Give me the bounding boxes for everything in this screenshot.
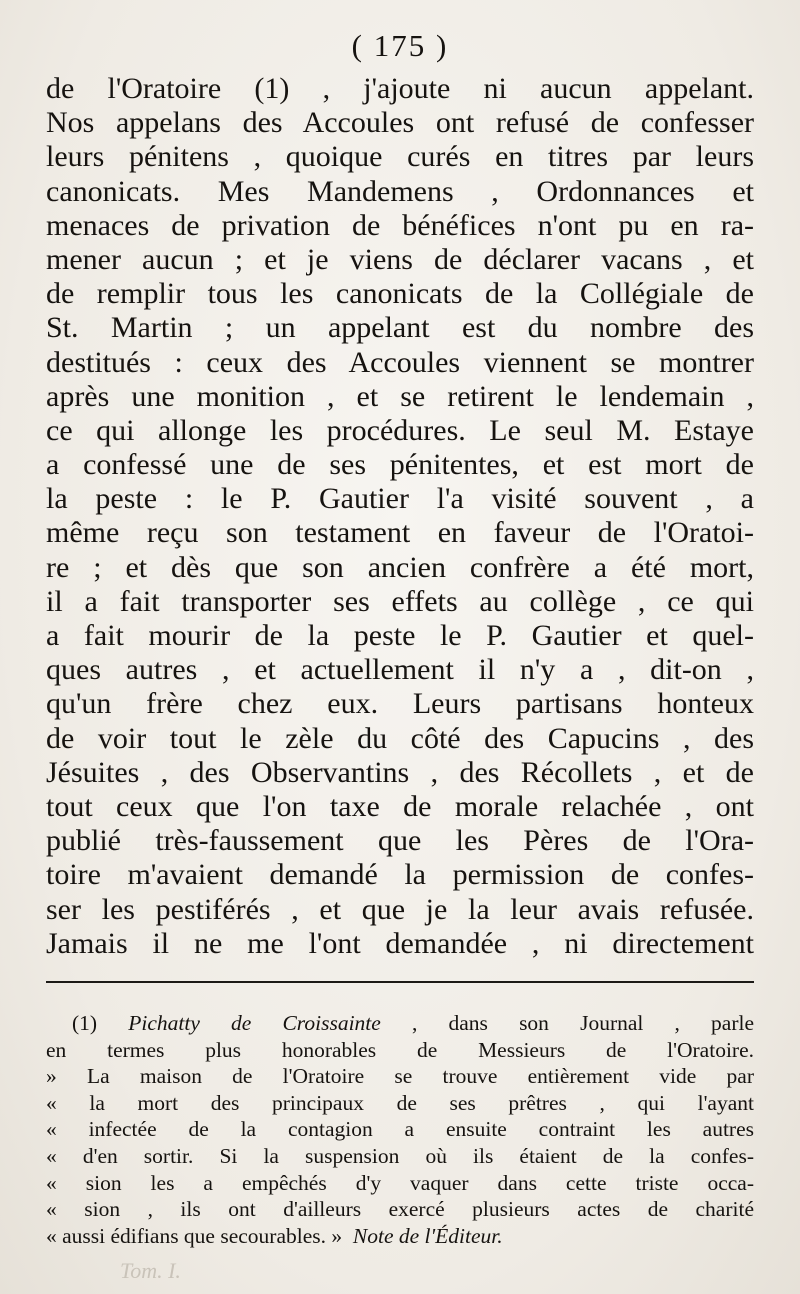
text-line: toire m'avaient demandé la permission de confes- bbox=[46, 858, 754, 892]
showthrough-text: Tom. I. bbox=[120, 1258, 181, 1283]
text-line: a confessé une de ses pénitentes, et est mort de bbox=[46, 448, 754, 482]
footnote-line: « d'en sortir. Si la suspension où ils étaient de la confes- bbox=[46, 1143, 754, 1168]
text-line: ser les pestiférés , et que je la leur avais refusée. bbox=[46, 892, 754, 926]
text-line: de voir tout le zèle du côté des Capucins , des bbox=[46, 721, 754, 755]
text-line: mener aucun ; et je viens de déclarer vacans , et bbox=[46, 242, 754, 276]
footnote-line: « infectée de la contagion a ensuite contraint les autres bbox=[46, 1117, 754, 1142]
text-line: a fait mourir de la peste le P. Gautier et quel- bbox=[46, 619, 754, 652]
footnote-final-text: « aussi édifians que secourables. » bbox=[46, 1223, 343, 1248]
text-line: destitués : ceux des Accoules viennent se montrer bbox=[46, 345, 754, 379]
text-line: menaces de privation de bénéfices n'ont pu en ra- bbox=[46, 208, 754, 242]
footnote-line-rest: , dans son Journal , parle bbox=[411, 1011, 754, 1035]
text-line: qu'un frère chez eux. Leurs partisans honteux bbox=[46, 687, 754, 721]
footnote-line: en termes plus honorables de Messieurs de l'Oratoire. bbox=[46, 1037, 754, 1062]
footnote-line: « sion , ils ont d'ailleurs exercé plusieurs actes de charité bbox=[46, 1197, 754, 1222]
text-line: Jésuites , des Observantins , des Récollets , et de bbox=[46, 755, 754, 789]
text-line: St. Martin ; un appelant est du nombre des bbox=[46, 311, 754, 345]
footnote-marker: (1) bbox=[72, 1011, 98, 1035]
footnote-line: « la mort des principaux de ses prêtres , qui l'ayant bbox=[46, 1090, 754, 1115]
body-text bbox=[46, 72, 754, 961]
footnote-line: » La maison de l'Oratoire se trouve entièrement vide par bbox=[46, 1064, 754, 1089]
text-line: la peste : le P. Gautier l'a visité souvent , a bbox=[46, 482, 754, 516]
text-line: leurs pénitens , quoique curés en titres par leurs bbox=[46, 140, 754, 174]
footnote-line bbox=[46, 1223, 754, 1250]
text-line: même reçu son testament en faveur de l'Oratoi- bbox=[46, 516, 754, 550]
footnote-line: « sion les a empêchés d'y vaquer dans cette triste occa- bbox=[46, 1170, 754, 1195]
text-line: tout ceux que l'on taxe de morale relachée , ont bbox=[46, 789, 754, 823]
text-line: après une monition , et se retirent le lendemain , bbox=[46, 379, 754, 413]
text-line: publié très-faussement que les Pères de l'Ora- bbox=[46, 824, 754, 858]
text-line: re ; et dès que son ancien confrère a été mort, bbox=[46, 550, 754, 584]
text-line: de remplir tous les canonicats de la Collégiale de bbox=[46, 277, 754, 311]
editor-note: Note de l'Éditeur. bbox=[352, 1223, 503, 1248]
text-line: il a fait transporter ses effets au collège , ce qui bbox=[46, 584, 754, 618]
text-line: de l'Oratoire (1) , j'ajoute ni aucun appelant. bbox=[46, 72, 754, 105]
footnote-author: Pichatty de Croissainte bbox=[128, 1011, 381, 1035]
footnote-divider bbox=[46, 981, 754, 983]
page-number: ( 175 ) bbox=[351, 28, 449, 63]
text-line: ce qui allonge les procédures. Le seul M. Estaye bbox=[46, 413, 754, 447]
text-line: Nos appelans des Accoules ont refusé de confesser bbox=[46, 106, 754, 140]
text-line: Jamais il ne me l'ont demandée , ni directement bbox=[46, 926, 754, 960]
text-line: ques autres , et actuellement il n'y a , dit-on , bbox=[46, 653, 754, 687]
footnote bbox=[46, 1010, 754, 1249]
text-line: canonicats. Mes Mandemens , Ordonnances et bbox=[46, 174, 754, 208]
footnote-line bbox=[46, 1010, 754, 1037]
